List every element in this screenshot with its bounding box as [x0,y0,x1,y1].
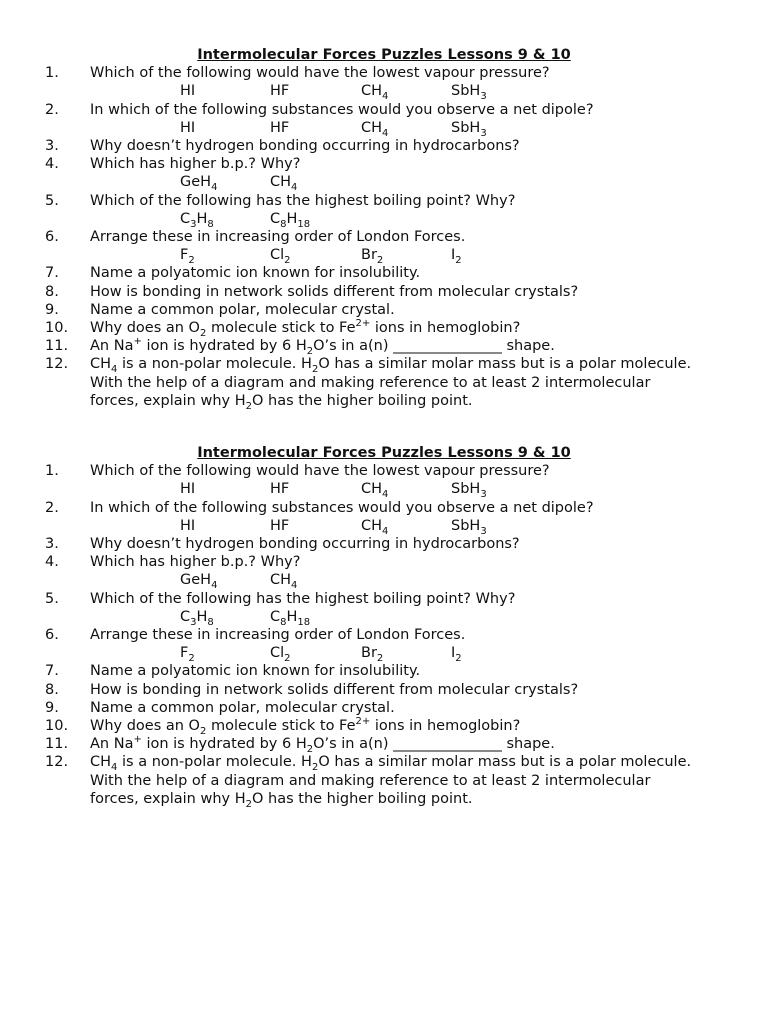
question-text: How is bonding in network solids different from molecular crystals? [90,682,579,698]
question-text: forces, explain why $H_2O$ has the higher boiling point. [90,791,473,810]
answer-options-row [0,246,768,264]
question-text: forces, explain why $H_2O$ has the higher boiling point. [90,393,473,412]
question-line [0,590,768,608]
question-line [0,137,768,155]
question-text: In which of the following substances would you observe a net dipole? [90,500,594,516]
question-line [0,681,768,699]
question-number: 8. [45,284,59,300]
answer-option: HI [180,120,196,136]
question-number: 11. [45,338,69,354]
worksheet-title: Intermolecular Forces Puzzles Lessons 9 & 10 [197,445,571,461]
question-line [0,64,768,82]
question-line [0,319,768,337]
answer-option: HF [270,518,290,534]
answer-options-row [0,119,768,137]
question-line [0,772,768,790]
question-number: 5. [45,591,59,607]
question-number: 4. [45,554,59,570]
answer-option: HI [180,83,196,99]
question-line [0,535,768,553]
answer-option: $I_2$ [451,645,462,664]
answer-option: $Br_2$ [361,247,384,266]
question-line [0,301,768,319]
question-text: $CH_4$ is a non-polar molecule. $H_2O$ has a similar molar mass but is a polar molecule. [90,754,692,773]
question-number: 3. [45,536,59,552]
question-text: Name a polyatomic ion known for insolubility. [90,265,421,281]
answer-option: $CH_4$ [361,83,389,102]
answer-options-row [0,480,768,498]
answer-option: SbH$_3$ [451,518,487,537]
question-line [0,753,768,771]
question-text: Why doesn’t hydrogen bonding occurring in hydrocarbons? [90,536,520,552]
question-line [0,790,768,808]
question-line [0,228,768,246]
answer-options-row [0,82,768,100]
question-line [0,462,768,480]
question-number: 12. [45,356,69,372]
question-text: Why doesn’t hydrogen bonding occurring in hydrocarbons? [90,138,520,154]
answer-option: SbH$_3$ [451,83,487,102]
worksheet-title: Intermolecular Forces Puzzles Lessons 9 & 10 [197,47,571,63]
answer-options-row [0,644,768,662]
question-line [0,553,768,571]
answer-option: SbH$_3$ [451,481,487,500]
answer-option: $F_2$ [180,645,195,664]
question-number: 6. [45,229,59,245]
question-number: 4. [45,156,59,172]
question-text: Name a common polar, molecular crystal. [90,700,395,716]
question-number: 9. [45,302,59,318]
question-number: 6. [45,627,59,643]
answer-options-row [0,517,768,535]
question-text: Why does an $O_2$ molecule stick to $Fe^{2+}$ ions in hemoglobin? [90,318,521,339]
question-text: Which has higher b.p.? Why? [90,554,301,570]
question-line [0,735,768,753]
answer-option: $CH_4$ [361,518,389,537]
answer-option: HF [270,83,290,99]
question-text: Which of the following has the highest boiling point? Why? [90,591,516,607]
question-number: 5. [45,193,59,209]
question-number: 9. [45,700,59,716]
answer-option: $F_2$ [180,247,195,266]
question-line [0,374,768,392]
answer-option: GeH$_4$ [180,174,218,193]
question-line [0,192,768,210]
question-line [0,283,768,301]
question-text: Which of the following would have the lowest vapour pressure? [90,463,550,479]
question-line [0,499,768,517]
question-text: $CH_4$ is a non-polar molecule. $H_2O$ has a similar molar mass but is a polar molecule. [90,356,692,375]
question-number: 1. [45,65,59,81]
answer-option: $Br_2$ [361,645,384,664]
question-text: An Na+ ion is hydrated by 6 $H_2O’s$ in a(n) _______________ shape. [90,734,555,755]
question-number: 1. [45,463,59,479]
answer-options-row [0,210,768,228]
answer-option: HI [180,481,196,497]
question-text: Which has higher b.p.? Why? [90,156,301,172]
question-text: Arrange these in increasing order of London Forces. [90,229,466,245]
question-text: An Na+ ion is hydrated by 6 $H_2O’s$ in a(n) _______________ shape. [90,336,555,357]
answer-options-row [0,173,768,191]
answer-option: $C_3H_8$ [180,609,214,628]
question-text: Which of the following would have the lowest vapour pressure? [90,65,550,81]
answer-option: $C_3H_8$ [180,211,214,230]
answer-option: $Cl_2$ [270,247,291,266]
question-number: 3. [45,138,59,154]
question-text: With the help of a diagram and making reference to at least 2 intermolecular [90,773,651,789]
question-number: 7. [45,265,59,281]
question-line [0,337,768,355]
question-text: Name a common polar, molecular crystal. [90,302,395,318]
question-number: 8. [45,682,59,698]
question-line [0,717,768,735]
answer-options-row [0,608,768,626]
question-line [0,264,768,282]
answer-option: $CH_4$ [270,572,298,591]
question-number: 11. [45,736,69,752]
question-number: 12. [45,754,69,770]
question-text: Name a polyatomic ion known for insolubility. [90,663,421,679]
answer-option: SbH$_3$ [451,120,487,139]
question-text: Which of the following has the highest boiling point? Why? [90,193,516,209]
answer-option: $C_8H_{18}$ [270,211,311,230]
answer-option: HF [270,481,290,497]
answer-option: $CH_4$ [361,120,389,139]
question-text: How is bonding in network solids different from molecular crystals? [90,284,579,300]
question-number: 7. [45,663,59,679]
answer-option: HF [270,120,290,136]
question-number: 2. [45,500,59,516]
question-text: In which of the following substances would you observe a net dipole? [90,102,594,118]
question-line [0,155,768,173]
answer-option: $Cl_2$ [270,645,291,664]
answer-option: HI [180,518,196,534]
question-line [0,355,768,373]
question-text: Arrange these in increasing order of London Forces. [90,627,466,643]
answer-option: GeH$_4$ [180,572,218,591]
question-line [0,662,768,680]
question-line [0,101,768,119]
question-number: 2. [45,102,59,118]
question-text: With the help of a diagram and making reference to at least 2 intermolecular [90,375,651,391]
question-number: 10. [45,320,69,336]
answer-option: $C_8H_{18}$ [270,609,311,628]
answer-option: $I_2$ [451,247,462,266]
question-line [0,626,768,644]
question-line [0,392,768,410]
answer-option: $CH_4$ [270,174,298,193]
question-number: 10. [45,718,69,734]
answer-option: $CH_4$ [361,481,389,500]
question-text: Why does an $O_2$ molecule stick to $Fe^{2+}$ ions in hemoglobin? [90,716,521,737]
question-line [0,699,768,717]
answer-options-row [0,571,768,589]
